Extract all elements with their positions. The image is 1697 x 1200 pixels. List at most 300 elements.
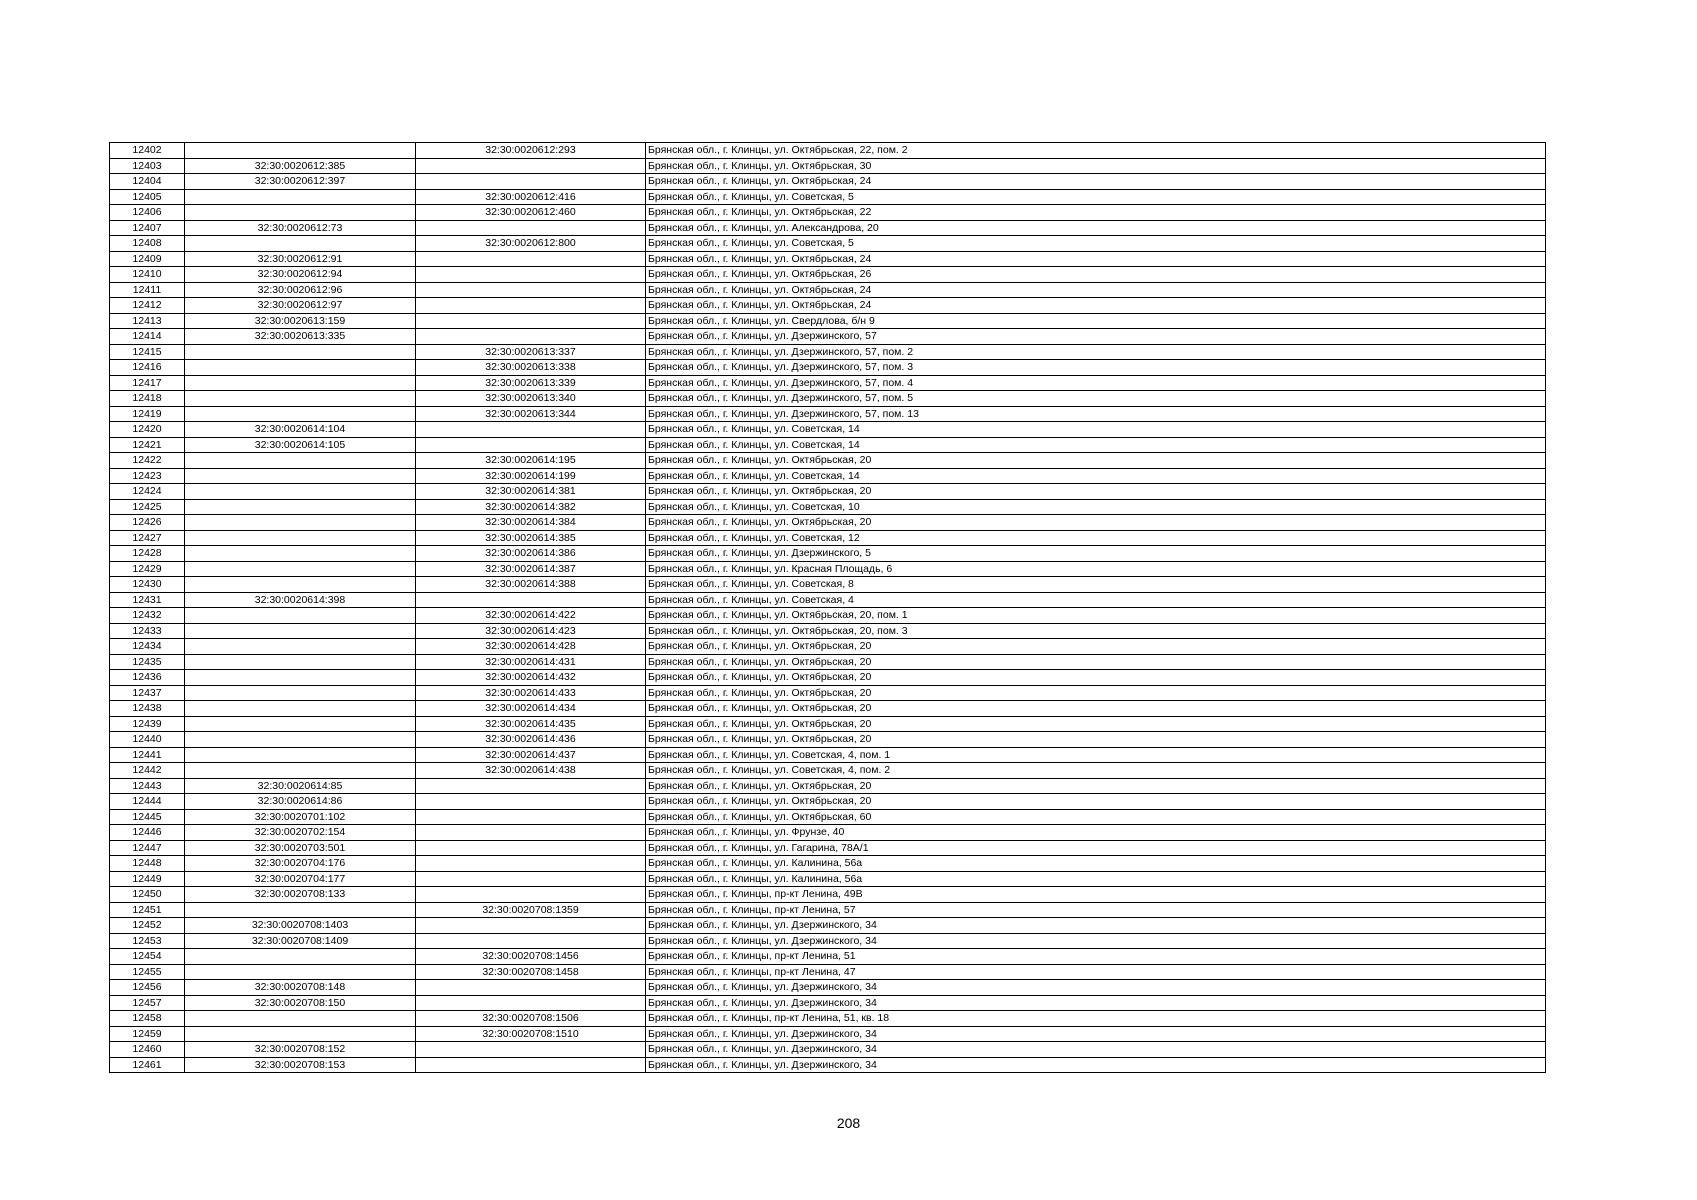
cadastral-number-cell — [185, 344, 416, 360]
row-number-cell: 12459 — [110, 1026, 185, 1042]
cadastral-number-alt-cell: 32:30:0020708:1456 — [416, 949, 646, 965]
row-number-cell: 12460 — [110, 1042, 185, 1058]
table-row — [110, 701, 1546, 717]
cadastral-number-cell — [185, 639, 416, 655]
address-cell: Брянская обл., г. Клинцы, ул. Октябрьская, 20 — [646, 484, 1546, 500]
cadastral-number-alt-cell: 32:30:0020614:195 — [416, 453, 646, 469]
row-number-cell: 12419 — [110, 406, 185, 422]
table-row — [110, 794, 1546, 810]
address-cell: Брянская обл., г. Клинцы, ул. Советская, 4 — [646, 592, 1546, 608]
address-cell: Брянская обл., г. Клинцы, ул. Октябрьская, 22 — [646, 205, 1546, 221]
cadastral-number-alt-cell — [416, 158, 646, 174]
address-cell: Брянская обл., г. Клинцы, ул. Красная Площадь, 6 — [646, 561, 1546, 577]
cadastral-number-cell: 32:30:0020612:91 — [185, 251, 416, 267]
table-row — [110, 654, 1546, 670]
cadastral-number-cell — [185, 360, 416, 376]
cadastral-number-cell — [185, 561, 416, 577]
cadastral-number-cell: 32:30:0020612:73 — [185, 220, 416, 236]
cadastral-number-cell — [185, 1026, 416, 1042]
table-row — [110, 871, 1546, 887]
cadastral-number-alt-cell: 32:30:0020708:1510 — [416, 1026, 646, 1042]
address-cell: Брянская обл., г. Клинцы, ул. Дзержинского, 34 — [646, 1026, 1546, 1042]
address-cell: Брянская обл., г. Клинцы, ул. Дзержинского, 34 — [646, 933, 1546, 949]
address-cell: Брянская обл., г. Клинцы, ул. Дзержинского, 34 — [646, 918, 1546, 934]
table-row — [110, 158, 1546, 174]
cadastral-number-alt-cell — [416, 422, 646, 438]
cadastral-number-alt-cell — [416, 267, 646, 283]
row-number-cell: 12409 — [110, 251, 185, 267]
table-row — [110, 1026, 1546, 1042]
row-number-cell: 12450 — [110, 887, 185, 903]
cadastral-number-alt-cell: 32:30:0020612:293 — [416, 143, 646, 159]
address-cell: Брянская обл., г. Клинцы, ул. Советская, 4, пом. 1 — [646, 747, 1546, 763]
cadastral-number-cell — [185, 763, 416, 779]
cadastral-number-cell: 32:30:0020614:398 — [185, 592, 416, 608]
address-cell: Брянская обл., г. Клинцы, ул. Октябрьская, 20 — [646, 778, 1546, 794]
row-number-cell: 12420 — [110, 422, 185, 438]
table-row — [110, 1057, 1546, 1073]
table-row — [110, 143, 1546, 159]
cadastral-number-cell: 32:30:0020614:104 — [185, 422, 416, 438]
cadastral-number-alt-cell — [416, 918, 646, 934]
row-number-cell: 12407 — [110, 220, 185, 236]
address-cell: Брянская обл., г. Клинцы, ул. Дзержинского, 34 — [646, 1042, 1546, 1058]
cadastral-number-cell: 32:30:0020612:94 — [185, 267, 416, 283]
table-row — [110, 840, 1546, 856]
cadastral-number-cell — [185, 189, 416, 205]
row-number-cell: 12458 — [110, 1011, 185, 1027]
table-row — [110, 282, 1546, 298]
address-cell: Брянская обл., г. Клинцы, ул. Октябрьская, 20 — [646, 701, 1546, 717]
address-cell: Брянская обл., г. Клинцы, ул. Октябрьская, 20, пом. 1 — [646, 608, 1546, 624]
address-cell: Брянская обл., г. Клинцы, ул. Октябрьская, 30 — [646, 158, 1546, 174]
table-row — [110, 499, 1546, 515]
table-row — [110, 205, 1546, 221]
address-cell: Брянская обл., г. Клинцы, пр-кт Ленина, 47 — [646, 964, 1546, 980]
address-cell: Брянская обл., г. Клинцы, ул. Октябрьская, 20 — [646, 685, 1546, 701]
cadastral-number-alt-cell: 32:30:0020614:199 — [416, 468, 646, 484]
address-cell: Брянская обл., г. Клинцы, ул. Советская, 8 — [646, 577, 1546, 593]
row-number-cell: 12412 — [110, 298, 185, 314]
cadastral-number-cell: 32:30:0020701:102 — [185, 809, 416, 825]
cadastral-number-alt-cell — [416, 825, 646, 841]
cadastral-number-alt-cell: 32:30:0020614:432 — [416, 670, 646, 686]
cadastral-number-cell: 32:30:0020708:148 — [185, 980, 416, 996]
cadastral-number-alt-cell — [416, 282, 646, 298]
table-row — [110, 964, 1546, 980]
cadastral-number-cell — [185, 468, 416, 484]
cadastral-number-alt-cell — [416, 251, 646, 267]
cadastral-number-alt-cell: 32:30:0020614:438 — [416, 763, 646, 779]
row-number-cell: 12457 — [110, 995, 185, 1011]
cadastral-number-cell — [185, 236, 416, 252]
row-number-cell: 12453 — [110, 933, 185, 949]
cadastral-number-alt-cell: 32:30:0020614:422 — [416, 608, 646, 624]
cadastral-number-alt-cell — [416, 778, 646, 794]
address-cell: Брянская обл., г. Клинцы, ул. Советская, 4, пом. 2 — [646, 763, 1546, 779]
address-cell: Брянская обл., г. Клинцы, ул. Советская, 5 — [646, 236, 1546, 252]
table-row — [110, 360, 1546, 376]
cadastral-number-cell — [185, 143, 416, 159]
cadastral-number-cell — [185, 515, 416, 531]
address-cell: Брянская обл., г. Клинцы, ул. Октябрьская, 22, пом. 2 — [646, 143, 1546, 159]
row-number-cell: 12437 — [110, 685, 185, 701]
cadastral-number-alt-cell: 32:30:0020614:436 — [416, 732, 646, 748]
address-cell: Брянская обл., г. Клинцы, ул. Октябрьская, 60 — [646, 809, 1546, 825]
table-row — [110, 391, 1546, 407]
table-row — [110, 933, 1546, 949]
row-number-cell: 12454 — [110, 949, 185, 965]
cadastral-number-cell — [185, 484, 416, 500]
address-cell: Брянская обл., г. Клинцы, ул. Октябрьская, 20 — [646, 732, 1546, 748]
cadastral-number-cell: 32:30:0020702:154 — [185, 825, 416, 841]
address-cell: Брянская обл., г. Клинцы, ул. Советская, 14 — [646, 468, 1546, 484]
table-row — [110, 825, 1546, 841]
cadastral-number-cell — [185, 577, 416, 593]
table-row — [110, 856, 1546, 872]
address-cell: Брянская обл., г. Клинцы, ул. Октябрьская, 24 — [646, 251, 1546, 267]
cadastral-number-alt-cell: 32:30:0020613:339 — [416, 375, 646, 391]
cadastral-number-cell: 32:30:0020612:397 — [185, 174, 416, 190]
table-row — [110, 685, 1546, 701]
cadastral-number-alt-cell: 32:30:0020614:386 — [416, 546, 646, 562]
table-row — [110, 577, 1546, 593]
table-row — [110, 747, 1546, 763]
table-row — [110, 267, 1546, 283]
cadastral-number-alt-cell: 32:30:0020612:800 — [416, 236, 646, 252]
table-row — [110, 809, 1546, 825]
row-number-cell: 12408 — [110, 236, 185, 252]
address-cell: Брянская обл., г. Клинцы, ул. Гагарина, 78А/1 — [646, 840, 1546, 856]
address-cell: Брянская обл., г. Клинцы, ул. Советская, 14 — [646, 422, 1546, 438]
address-cell: Брянская обл., г. Клинцы, ул. Октябрьская, 20 — [646, 639, 1546, 655]
table-row — [110, 220, 1546, 236]
cadastral-number-cell — [185, 623, 416, 639]
table-row — [110, 918, 1546, 934]
cadastral-number-cell: 32:30:0020708:150 — [185, 995, 416, 1011]
table-row — [110, 174, 1546, 190]
address-cell: Брянская обл., г. Клинцы, ул. Александрова, 20 — [646, 220, 1546, 236]
row-number-cell: 12436 — [110, 670, 185, 686]
address-cell: Брянская обл., г. Клинцы, ул. Советская, 5 — [646, 189, 1546, 205]
row-number-cell: 12415 — [110, 344, 185, 360]
cadastral-number-cell — [185, 530, 416, 546]
cadastral-number-cell — [185, 716, 416, 732]
cadastral-number-cell — [185, 902, 416, 918]
cadastral-number-cell: 32:30:0020708:1409 — [185, 933, 416, 949]
address-cell: Брянская обл., г. Клинцы, ул. Советская, 10 — [646, 499, 1546, 515]
cadastral-number-cell — [185, 949, 416, 965]
address-cell: Брянская обл., г. Клинцы, ул. Дзержинского, 57 — [646, 329, 1546, 345]
cadastral-number-cell — [185, 732, 416, 748]
cadastral-number-cell: 32:30:0020613:159 — [185, 313, 416, 329]
table-row — [110, 484, 1546, 500]
row-number-cell: 12403 — [110, 158, 185, 174]
cadastral-number-alt-cell: 32:30:0020614:431 — [416, 654, 646, 670]
cadastral-number-alt-cell — [416, 887, 646, 903]
table-row — [110, 468, 1546, 484]
row-number-cell: 12440 — [110, 732, 185, 748]
row-number-cell: 12402 — [110, 143, 185, 159]
address-cell: Брянская обл., г. Клинцы, пр-кт Ленина, 51 — [646, 949, 1546, 965]
cadastral-number-alt-cell: 32:30:0020614:437 — [416, 747, 646, 763]
cadastral-number-alt-cell: 32:30:0020614:384 — [416, 515, 646, 531]
cadastral-number-alt-cell: 32:30:0020614:435 — [416, 716, 646, 732]
address-cell: Брянская обл., г. Клинцы, ул. Дзержинского, 57, пом. 5 — [646, 391, 1546, 407]
row-number-cell: 12428 — [110, 546, 185, 562]
cadastral-number-alt-cell — [416, 871, 646, 887]
table-row — [110, 1011, 1546, 1027]
table-row — [110, 344, 1546, 360]
row-number-cell: 12417 — [110, 375, 185, 391]
cadastral-number-alt-cell: 32:30:0020614:382 — [416, 499, 646, 515]
cadastral-number-alt-cell — [416, 313, 646, 329]
row-number-cell: 12414 — [110, 329, 185, 345]
table-row — [110, 515, 1546, 531]
cadastral-number-alt-cell: 32:30:0020614:423 — [416, 623, 646, 639]
table-row — [110, 406, 1546, 422]
address-cell: Брянская обл., г. Клинцы, ул. Калинина, 56а — [646, 856, 1546, 872]
row-number-cell: 12406 — [110, 205, 185, 221]
table-row — [110, 732, 1546, 748]
row-number-cell: 12426 — [110, 515, 185, 531]
address-cell: Брянская обл., г. Клинцы, ул. Дзержинского, 57, пом. 3 — [646, 360, 1546, 376]
address-cell: Брянская обл., г. Клинцы, ул. Советская, 12 — [646, 530, 1546, 546]
row-number-cell: 12435 — [110, 654, 185, 670]
row-number-cell: 12413 — [110, 313, 185, 329]
address-cell: Брянская обл., г. Клинцы, ул. Октябрьская, 20, пом. 3 — [646, 623, 1546, 639]
cadastral-number-cell: 32:30:0020614:105 — [185, 437, 416, 453]
row-number-cell: 12451 — [110, 902, 185, 918]
cadastral-number-cell: 32:30:0020703:501 — [185, 840, 416, 856]
table-row — [110, 546, 1546, 562]
row-number-cell: 12452 — [110, 918, 185, 934]
table-row — [110, 251, 1546, 267]
table-row — [110, 375, 1546, 391]
cadastral-number-cell: 32:30:0020708:133 — [185, 887, 416, 903]
table-row — [110, 670, 1546, 686]
cadastral-number-alt-cell — [416, 174, 646, 190]
cadastral-number-cell — [185, 685, 416, 701]
row-number-cell: 12444 — [110, 794, 185, 810]
cadastral-number-cell — [185, 205, 416, 221]
cadastral-number-alt-cell — [416, 1042, 646, 1058]
address-cell: Брянская обл., г. Клинцы, пр-кт Ленина, 57 — [646, 902, 1546, 918]
address-cell: Брянская обл., г. Клинцы, ул. Октябрьская, 20 — [646, 515, 1546, 531]
address-cell: Брянская обл., г. Клинцы, ул. Октябрьская, 20 — [646, 453, 1546, 469]
cadastral-number-alt-cell — [416, 995, 646, 1011]
cadastral-number-alt-cell: 32:30:0020708:1506 — [416, 1011, 646, 1027]
address-cell: Брянская обл., г. Клинцы, ул. Октябрьская, 24 — [646, 174, 1546, 190]
cadastral-number-alt-cell: 32:30:0020613:337 — [416, 344, 646, 360]
cadastral-number-cell — [185, 608, 416, 624]
row-number-cell: 12422 — [110, 453, 185, 469]
row-number-cell: 12432 — [110, 608, 185, 624]
row-number-cell: 12405 — [110, 189, 185, 205]
address-cell: Брянская обл., г. Клинцы, ул. Октябрьская, 20 — [646, 670, 1546, 686]
table-row — [110, 561, 1546, 577]
row-number-cell: 12433 — [110, 623, 185, 639]
table-row — [110, 763, 1546, 779]
row-number-cell: 12461 — [110, 1057, 185, 1073]
address-cell: Брянская обл., г. Клинцы, ул. Дзержинского, 34 — [646, 995, 1546, 1011]
cadastral-number-alt-cell — [416, 592, 646, 608]
cadastral-number-cell: 32:30:0020614:86 — [185, 794, 416, 810]
address-cell: Брянская обл., г. Клинцы, ул. Октябрьская, 20 — [646, 794, 1546, 810]
row-number-cell: 12447 — [110, 840, 185, 856]
property-table-body — [110, 143, 1546, 1073]
cadastral-number-alt-cell — [416, 840, 646, 856]
table-row — [110, 639, 1546, 655]
cadastral-number-cell — [185, 670, 416, 686]
cadastral-number-alt-cell — [416, 329, 646, 345]
row-number-cell: 12424 — [110, 484, 185, 500]
row-number-cell: 12438 — [110, 701, 185, 717]
cadastral-number-cell — [185, 499, 416, 515]
cadastral-number-cell — [185, 654, 416, 670]
table-row — [110, 298, 1546, 314]
cadastral-number-cell — [185, 375, 416, 391]
cadastral-number-alt-cell: 32:30:0020614:388 — [416, 577, 646, 593]
address-cell: Брянская обл., г. Клинцы, ул. Октябрьская, 24 — [646, 282, 1546, 298]
row-number-cell: 12423 — [110, 468, 185, 484]
address-cell: Брянская обл., г. Клинцы, ул. Дзержинского, 57, пом. 4 — [646, 375, 1546, 391]
address-cell: Брянская обл., г. Клинцы, ул. Советская, 14 — [646, 437, 1546, 453]
cadastral-number-alt-cell: 32:30:0020614:434 — [416, 701, 646, 717]
cadastral-number-alt-cell — [416, 809, 646, 825]
cadastral-number-alt-cell — [416, 856, 646, 872]
cadastral-number-cell: 32:30:0020708:1403 — [185, 918, 416, 934]
table-row — [110, 1042, 1546, 1058]
row-number-cell: 12427 — [110, 530, 185, 546]
cadastral-number-alt-cell — [416, 437, 646, 453]
cadastral-number-cell — [185, 406, 416, 422]
cadastral-number-cell — [185, 1011, 416, 1027]
table-row — [110, 608, 1546, 624]
table-row — [110, 995, 1546, 1011]
cadastral-number-alt-cell — [416, 980, 646, 996]
cadastral-number-alt-cell: 32:30:0020708:1458 — [416, 964, 646, 980]
address-cell: Брянская обл., г. Клинцы, ул. Октябрьская, 26 — [646, 267, 1546, 283]
row-number-cell: 12429 — [110, 561, 185, 577]
table-row — [110, 437, 1546, 453]
table-row — [110, 592, 1546, 608]
cadastral-number-alt-cell — [416, 794, 646, 810]
row-number-cell: 12441 — [110, 747, 185, 763]
address-cell: Брянская обл., г. Клинцы, ул. Дзержинского, 5 — [646, 546, 1546, 562]
address-cell: Брянская обл., г. Клинцы, пр-кт Ленина, 49В — [646, 887, 1546, 903]
cadastral-number-cell — [185, 391, 416, 407]
row-number-cell: 12439 — [110, 716, 185, 732]
table-row — [110, 453, 1546, 469]
table-row — [110, 887, 1546, 903]
row-number-cell: 12418 — [110, 391, 185, 407]
cadastral-number-alt-cell: 32:30:0020612:460 — [416, 205, 646, 221]
address-cell: Брянская обл., г. Клинцы, ул. Дзержинского, 57, пом. 2 — [646, 344, 1546, 360]
address-cell: Брянская обл., г. Клинцы, ул. Октябрьская, 24 — [646, 298, 1546, 314]
row-number-cell: 12421 — [110, 437, 185, 453]
cadastral-number-alt-cell: 32:30:0020614:428 — [416, 639, 646, 655]
cadastral-number-cell — [185, 964, 416, 980]
table-row — [110, 623, 1546, 639]
property-table — [109, 142, 1546, 1073]
cadastral-number-alt-cell — [416, 298, 646, 314]
address-cell: Брянская обл., г. Клинцы, ул. Фрунзе, 40 — [646, 825, 1546, 841]
cadastral-number-alt-cell: 32:30:0020613:340 — [416, 391, 646, 407]
row-number-cell: 12442 — [110, 763, 185, 779]
cadastral-number-cell: 32:30:0020708:153 — [185, 1057, 416, 1073]
table-row — [110, 329, 1546, 345]
row-number-cell: 12411 — [110, 282, 185, 298]
table-row — [110, 980, 1546, 996]
address-cell: Брянская обл., г. Клинцы, ул. Дзержинского, 34 — [646, 980, 1546, 996]
address-cell: Брянская обл., г. Клинцы, ул. Дзержинского, 57, пом. 13 — [646, 406, 1546, 422]
row-number-cell: 12431 — [110, 592, 185, 608]
row-number-cell: 12456 — [110, 980, 185, 996]
table-row — [110, 189, 1546, 205]
row-number-cell: 12443 — [110, 778, 185, 794]
cadastral-number-cell — [185, 546, 416, 562]
row-number-cell: 12430 — [110, 577, 185, 593]
row-number-cell: 12410 — [110, 267, 185, 283]
address-cell: Брянская обл., г. Клинцы, пр-кт Ленина, 51, кв. 18 — [646, 1011, 1546, 1027]
page-number: 208 — [836, 1115, 861, 1131]
cadastral-number-alt-cell: 32:30:0020708:1359 — [416, 902, 646, 918]
cadastral-number-alt-cell: 32:30:0020614:385 — [416, 530, 646, 546]
cadastral-number-cell: 32:30:0020612:97 — [185, 298, 416, 314]
row-number-cell: 12449 — [110, 871, 185, 887]
table-row — [110, 716, 1546, 732]
table-row — [110, 902, 1546, 918]
row-number-cell: 12434 — [110, 639, 185, 655]
table-row — [110, 949, 1546, 965]
cadastral-number-cell: 32:30:0020612:96 — [185, 282, 416, 298]
address-cell: Брянская обл., г. Клинцы, ул. Дзержинского, 34 — [646, 1057, 1546, 1073]
address-cell: Брянская обл., г. Клинцы, ул. Октябрьская, 20 — [646, 654, 1546, 670]
cadastral-number-alt-cell: 32:30:0020613:344 — [416, 406, 646, 422]
row-number-cell: 12425 — [110, 499, 185, 515]
cadastral-number-cell: 32:30:0020612:385 — [185, 158, 416, 174]
table-row — [110, 313, 1546, 329]
row-number-cell: 12455 — [110, 964, 185, 980]
table-row — [110, 530, 1546, 546]
cadastral-number-cell: 32:30:0020613:335 — [185, 329, 416, 345]
table-row — [110, 778, 1546, 794]
row-number-cell: 12416 — [110, 360, 185, 376]
cadastral-number-cell: 32:30:0020614:85 — [185, 778, 416, 794]
row-number-cell: 12446 — [110, 825, 185, 841]
address-cell: Брянская обл., г. Клинцы, ул. Калинина, 56а — [646, 871, 1546, 887]
row-number-cell: 12448 — [110, 856, 185, 872]
cadastral-number-alt-cell — [416, 220, 646, 236]
table-row — [110, 236, 1546, 252]
cadastral-number-cell — [185, 747, 416, 763]
row-number-cell: 12404 — [110, 174, 185, 190]
cadastral-number-cell: 32:30:0020704:176 — [185, 856, 416, 872]
cadastral-number-cell: 32:30:0020708:152 — [185, 1042, 416, 1058]
cadastral-number-alt-cell: 32:30:0020613:338 — [416, 360, 646, 376]
cadastral-number-alt-cell: 32:30:0020614:433 — [416, 685, 646, 701]
cadastral-number-cell — [185, 453, 416, 469]
cadastral-number-alt-cell: 32:30:0020614:387 — [416, 561, 646, 577]
cadastral-number-alt-cell: 32:30:0020614:381 — [416, 484, 646, 500]
row-number-cell: 12445 — [110, 809, 185, 825]
cadastral-number-cell — [185, 701, 416, 717]
address-cell: Брянская обл., г. Клинцы, ул. Свердлова, б/н 9 — [646, 313, 1546, 329]
cadastral-number-cell: 32:30:0020704:177 — [185, 871, 416, 887]
cadastral-number-alt-cell — [416, 1057, 646, 1073]
cadastral-number-alt-cell: 32:30:0020612:416 — [416, 189, 646, 205]
